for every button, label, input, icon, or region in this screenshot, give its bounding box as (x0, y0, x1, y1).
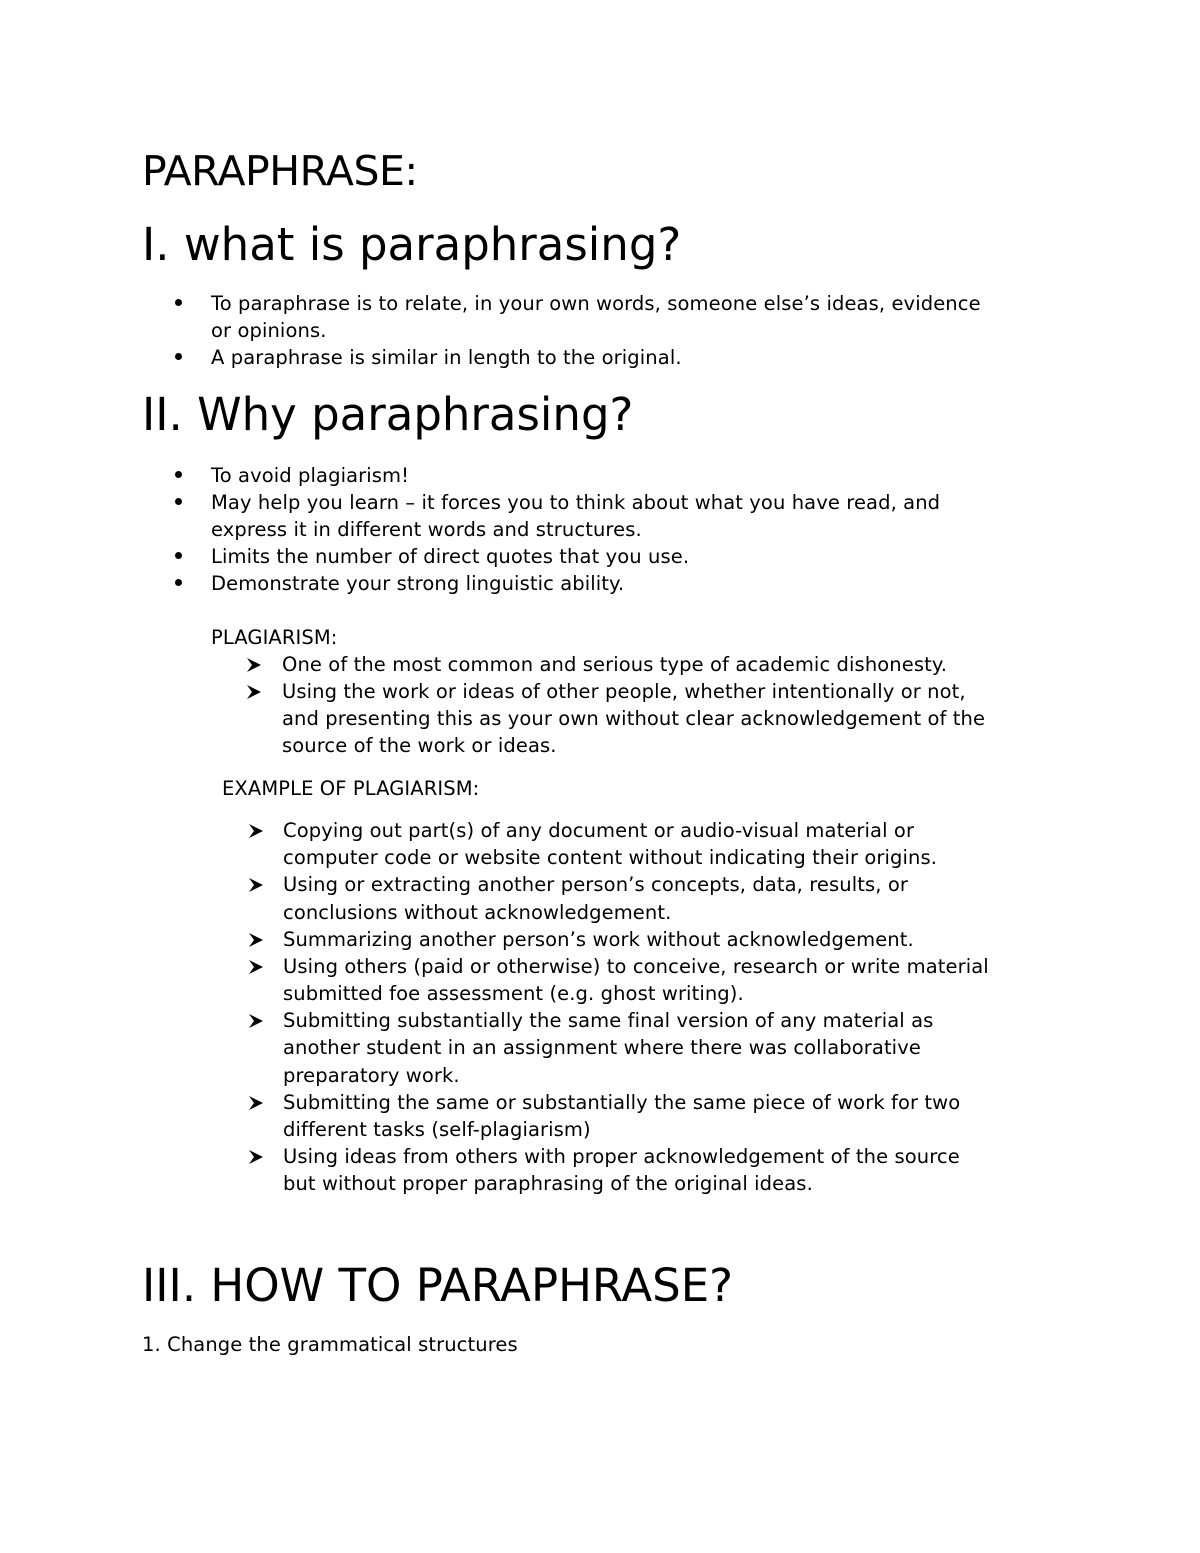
arrow-bullet-icon (246, 684, 262, 700)
arrow-bullet-icon (248, 877, 264, 893)
step-1-text: 1. Change the grammatical structures (142, 1333, 518, 1356)
bullet-icon (175, 299, 182, 306)
bullet-icon (175, 353, 182, 360)
arrow-bullet-icon (248, 932, 264, 948)
list-item-text: or opinions. (211, 319, 327, 342)
list-item-text: another student in an assignment where there was collaborative (283, 1036, 921, 1059)
list-item-text: and presenting this as your own without clear acknowledgement of the (282, 707, 986, 730)
list-item-text: Using or extracting another person’s concepts, data, results, or (283, 873, 909, 896)
list-item-text: Using the work or ideas of other people, whether intentionally or not, (282, 680, 966, 703)
list-item-text: express it in different words and structures. (211, 518, 642, 541)
example-of-plagiarism-label: EXAMPLE OF PLAGIARISM: (222, 777, 480, 800)
bullet-icon (175, 552, 182, 559)
list-item-text: submitted foe assessment (e.g. ghost writing). (283, 982, 744, 1005)
bullet-icon (175, 579, 182, 586)
list-item-text: different tasks (self-plagiarism) (283, 1118, 591, 1141)
list-item-text: To paraphrase is to relate, in your own words, someone else’s ideas, evidence (211, 292, 981, 315)
list-item-text: Using others (paid or otherwise) to conceive, research or write material (283, 955, 989, 978)
arrow-bullet-icon (248, 1149, 264, 1165)
list-item-text: Submitting substantially the same final version of any material as (283, 1009, 934, 1032)
list-item-text: May help you learn – it forces you to think about what you have read, and (211, 491, 941, 514)
arrow-bullet-icon (246, 657, 262, 673)
document-title: PARAPHRASE: (142, 147, 418, 195)
list-item-text: but without proper paraphrasing of the original ideas. (283, 1172, 813, 1195)
list-item-text: To avoid plagiarism! (211, 464, 410, 487)
list-item-text: computer code or website content without indicating their origins. (283, 846, 938, 869)
plagiarism-label: PLAGIARISM: (211, 626, 338, 649)
list-item-text: preparatory work. (283, 1064, 460, 1087)
list-item-text: conclusions without acknowledgement. (283, 901, 672, 924)
arrow-bullet-icon (248, 959, 264, 975)
section-1-heading: I. what is paraphrasing? (142, 218, 682, 271)
list-item-text: Submitting the same or substantially the same piece of work for two (283, 1091, 961, 1114)
arrow-bullet-icon (248, 1095, 264, 1111)
list-item-text: One of the most common and serious type of academic dishonesty. (282, 653, 948, 676)
list-item-text: Summarizing another person’s work without acknowledgement. (283, 928, 914, 951)
arrow-bullet-icon (248, 823, 264, 839)
section-3-heading: III. HOW TO PARAPHRASE? (142, 1259, 734, 1312)
list-item-text: Using ideas from others with proper acknowledgement of the source (283, 1145, 960, 1168)
bullet-icon (175, 471, 182, 478)
list-item-text: source of the work or ideas. (282, 734, 557, 757)
bullet-icon (175, 498, 182, 505)
arrow-bullet-icon (248, 1013, 264, 1029)
list-item-text: Copying out part(s) of any document or audio-visual material or (283, 819, 915, 842)
list-item-text: Limits the number of direct quotes that you use. (211, 545, 690, 568)
list-item-text: A paraphrase is similar in length to the original. (211, 346, 682, 369)
section-2-heading: II. Why paraphrasing? (142, 388, 634, 441)
list-item-text: Demonstrate your strong linguistic ability. (211, 572, 625, 595)
